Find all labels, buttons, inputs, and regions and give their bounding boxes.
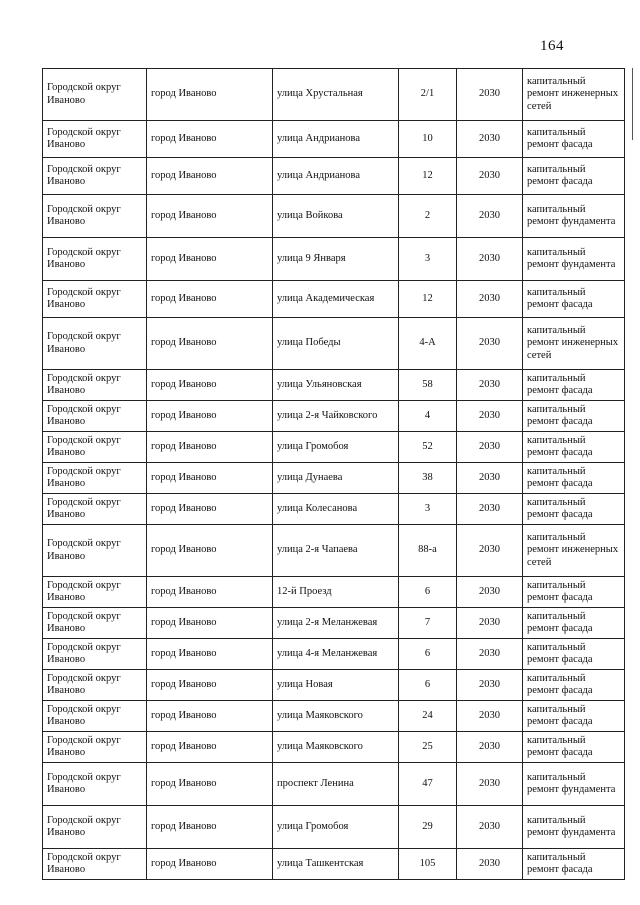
- work-type-cell: капитальный ремонт инженерных сетей: [523, 525, 625, 577]
- year-cell: 2030: [457, 732, 523, 763]
- table-row: [43, 318, 625, 370]
- district-cell: Городской округ Иваново: [43, 463, 147, 494]
- table-row: [43, 401, 625, 432]
- district-cell: Городской округ Иваново: [43, 639, 147, 670]
- street-cell: улица 2-я Чайковского: [273, 401, 399, 432]
- year-cell: 2030: [457, 608, 523, 639]
- table-row: [43, 281, 625, 318]
- street-cell: улица Ташкентская: [273, 849, 399, 880]
- district-cell: Городской округ Иваново: [43, 849, 147, 880]
- year-cell: 2030: [457, 281, 523, 318]
- year-cell: 2030: [457, 577, 523, 608]
- year-cell: 2030: [457, 806, 523, 849]
- street-cell: улица Андрианова: [273, 121, 399, 158]
- city-cell: город Иваново: [147, 608, 273, 639]
- work-type-cell: капитальный ремонт фасада: [523, 849, 625, 880]
- house-number-cell: 3: [399, 494, 457, 525]
- house-number-cell: 47: [399, 763, 457, 806]
- work-type-cell: капитальный ремонт фасада: [523, 670, 625, 701]
- city-cell: город Иваново: [147, 370, 273, 401]
- street-cell: улица Андрианова: [273, 158, 399, 195]
- district-cell: Городской округ Иваново: [43, 158, 147, 195]
- table-row: [43, 238, 625, 281]
- house-number-cell: 6: [399, 639, 457, 670]
- street-cell: улица Громобоя: [273, 806, 399, 849]
- house-number-cell: 25: [399, 732, 457, 763]
- street-cell: улица 2-я Чапаева: [273, 525, 399, 577]
- work-type-cell: капитальный ремонт фасада: [523, 608, 625, 639]
- street-cell: проспект Ленина: [273, 763, 399, 806]
- table-body: [43, 69, 625, 880]
- year-cell: 2030: [457, 763, 523, 806]
- street-cell: улица Войкова: [273, 195, 399, 238]
- table-row: [43, 806, 625, 849]
- year-cell: 2030: [457, 318, 523, 370]
- house-number-cell: 2: [399, 195, 457, 238]
- repair-schedule-table: [42, 68, 625, 880]
- street-cell: улица Академическая: [273, 281, 399, 318]
- house-number-cell: 7: [399, 608, 457, 639]
- table-row: [43, 639, 625, 670]
- year-cell: 2030: [457, 121, 523, 158]
- table-row: [43, 463, 625, 494]
- district-cell: Городской округ Иваново: [43, 763, 147, 806]
- street-cell: улица Маяковского: [273, 732, 399, 763]
- house-number-cell: 4: [399, 401, 457, 432]
- city-cell: город Иваново: [147, 121, 273, 158]
- city-cell: город Иваново: [147, 701, 273, 732]
- table-row: [43, 701, 625, 732]
- year-cell: 2030: [457, 849, 523, 880]
- work-type-cell: капитальный ремонт фасада: [523, 577, 625, 608]
- table-row: [43, 732, 625, 763]
- district-cell: Городской округ Иваново: [43, 238, 147, 281]
- district-cell: Городской округ Иваново: [43, 432, 147, 463]
- table-row: [43, 525, 625, 577]
- district-cell: Городской округ Иваново: [43, 525, 147, 577]
- district-cell: Городской округ Иваново: [43, 494, 147, 525]
- district-cell: Городской округ Иваново: [43, 318, 147, 370]
- year-cell: 2030: [457, 370, 523, 401]
- table-row: [43, 195, 625, 238]
- city-cell: город Иваново: [147, 639, 273, 670]
- house-number-cell: 6: [399, 670, 457, 701]
- table-row: [43, 577, 625, 608]
- year-cell: 2030: [457, 432, 523, 463]
- year-cell: 2030: [457, 158, 523, 195]
- work-type-cell: капитальный ремонт фасада: [523, 494, 625, 525]
- work-type-cell: капитальный ремонт фасада: [523, 158, 625, 195]
- work-type-cell: капитальный ремонт фасада: [523, 463, 625, 494]
- year-cell: 2030: [457, 670, 523, 701]
- house-number-cell: 29: [399, 806, 457, 849]
- work-type-cell: капитальный ремонт фундамента: [523, 195, 625, 238]
- street-cell: улица Дунаева: [273, 463, 399, 494]
- work-type-cell: капитальный ремонт фасада: [523, 370, 625, 401]
- district-cell: Городской округ Иваново: [43, 370, 147, 401]
- city-cell: город Иваново: [147, 432, 273, 463]
- table-row: [43, 763, 625, 806]
- district-cell: Городской округ Иваново: [43, 670, 147, 701]
- street-cell: улица Хрустальная: [273, 69, 399, 121]
- house-number-cell: 12: [399, 158, 457, 195]
- city-cell: город Иваново: [147, 577, 273, 608]
- work-type-cell: капитальный ремонт фундамента: [523, 806, 625, 849]
- district-cell: Городской округ Иваново: [43, 732, 147, 763]
- district-cell: Городской округ Иваново: [43, 806, 147, 849]
- house-number-cell: 3: [399, 238, 457, 281]
- work-type-cell: капитальный ремонт фасада: [523, 281, 625, 318]
- street-cell: 12-й Проезд: [273, 577, 399, 608]
- city-cell: город Иваново: [147, 195, 273, 238]
- city-cell: город Иваново: [147, 670, 273, 701]
- year-cell: 2030: [457, 463, 523, 494]
- house-number-cell: 52: [399, 432, 457, 463]
- house-number-cell: 12: [399, 281, 457, 318]
- house-number-cell: 2/1: [399, 69, 457, 121]
- district-cell: Городской округ Иваново: [43, 401, 147, 432]
- table-row: [43, 608, 625, 639]
- work-type-cell: капитальный ремонт инженерных сетей: [523, 318, 625, 370]
- city-cell: город Иваново: [147, 494, 273, 525]
- house-number-cell: 58: [399, 370, 457, 401]
- year-cell: 2030: [457, 701, 523, 732]
- page-number: 164: [540, 38, 564, 54]
- city-cell: город Иваново: [147, 318, 273, 370]
- year-cell: 2030: [457, 494, 523, 525]
- district-cell: Городской округ Иваново: [43, 121, 147, 158]
- work-type-cell: капитальный ремонт фасада: [523, 639, 625, 670]
- house-number-cell: 38: [399, 463, 457, 494]
- house-number-cell: 10: [399, 121, 457, 158]
- year-cell: 2030: [457, 195, 523, 238]
- city-cell: город Иваново: [147, 69, 273, 121]
- year-cell: 2030: [457, 238, 523, 281]
- page-edge-line: [632, 68, 633, 140]
- street-cell: улица Колесанова: [273, 494, 399, 525]
- work-type-cell: капитальный ремонт фундамента: [523, 763, 625, 806]
- house-number-cell: 4-А: [399, 318, 457, 370]
- city-cell: город Иваново: [147, 849, 273, 880]
- city-cell: город Иваново: [147, 158, 273, 195]
- city-cell: город Иваново: [147, 238, 273, 281]
- street-cell: улица Маяковского: [273, 701, 399, 732]
- year-cell: 2030: [457, 639, 523, 670]
- street-cell: улица Громобоя: [273, 432, 399, 463]
- table-row: [43, 121, 625, 158]
- table-row: [43, 494, 625, 525]
- city-cell: город Иваново: [147, 806, 273, 849]
- year-cell: 2030: [457, 401, 523, 432]
- work-type-cell: капитальный ремонт фасада: [523, 701, 625, 732]
- district-cell: Городской округ Иваново: [43, 577, 147, 608]
- street-cell: улица 9 Января: [273, 238, 399, 281]
- house-number-cell: 88-а: [399, 525, 457, 577]
- house-number-cell: 105: [399, 849, 457, 880]
- work-type-cell: капитальный ремонт фасада: [523, 121, 625, 158]
- city-cell: город Иваново: [147, 463, 273, 494]
- year-cell: 2030: [457, 525, 523, 577]
- table-row: [43, 849, 625, 880]
- work-type-cell: капитальный ремонт фасада: [523, 732, 625, 763]
- district-cell: Городской округ Иваново: [43, 281, 147, 318]
- street-cell: улица 2-я Меланжевая: [273, 608, 399, 639]
- street-cell: улица Ульяновская: [273, 370, 399, 401]
- city-cell: город Иваново: [147, 525, 273, 577]
- city-cell: город Иваново: [147, 281, 273, 318]
- district-cell: Городской округ Иваново: [43, 195, 147, 238]
- street-cell: улица Победы: [273, 318, 399, 370]
- city-cell: город Иваново: [147, 732, 273, 763]
- city-cell: город Иваново: [147, 401, 273, 432]
- district-cell: Городской округ Иваново: [43, 701, 147, 732]
- year-cell: 2030: [457, 69, 523, 121]
- house-number-cell: 6: [399, 577, 457, 608]
- street-cell: улица 4-я Меланжевая: [273, 639, 399, 670]
- city-cell: город Иваново: [147, 763, 273, 806]
- work-type-cell: капитальный ремонт фасада: [523, 432, 625, 463]
- district-cell: Городской округ Иваново: [43, 69, 147, 121]
- street-cell: улица Новая: [273, 670, 399, 701]
- table-row: [43, 670, 625, 701]
- house-number-cell: 24: [399, 701, 457, 732]
- work-type-cell: капитальный ремонт фасада: [523, 401, 625, 432]
- table-row: [43, 69, 625, 121]
- table-row: [43, 432, 625, 463]
- table-row: [43, 158, 625, 195]
- work-type-cell: капитальный ремонт фундамента: [523, 238, 625, 281]
- table-row: [43, 370, 625, 401]
- district-cell: Городской округ Иваново: [43, 608, 147, 639]
- work-type-cell: капитальный ремонт инженерных сетей: [523, 69, 625, 121]
